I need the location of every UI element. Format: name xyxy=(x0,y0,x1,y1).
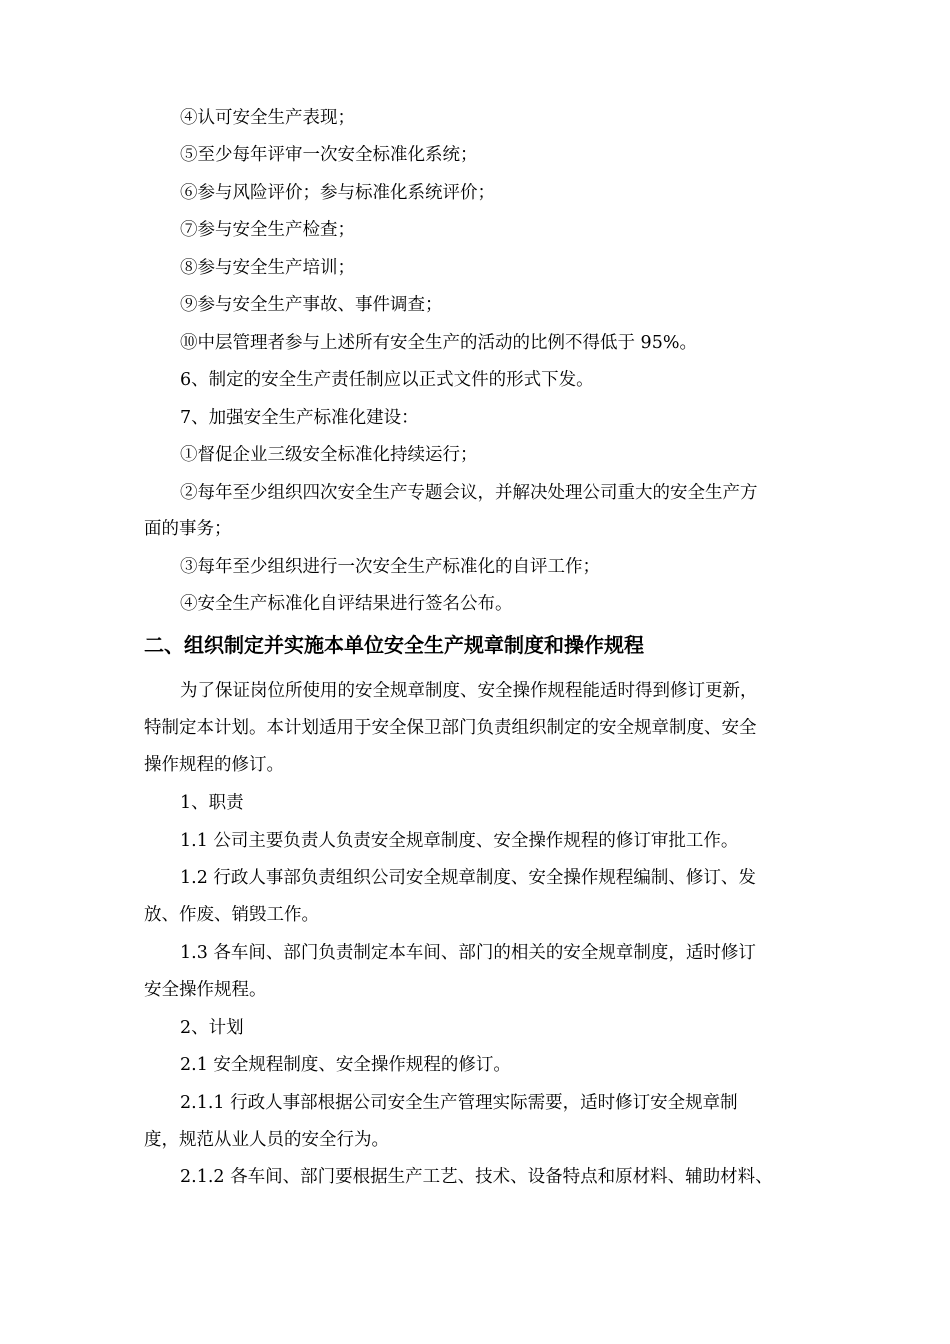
paragraph-line: 特制定本计划。本计划适用于安全保卫部门负责组织制定的安全规章制度、安全 xyxy=(144,718,757,738)
paragraph-line: 为了保证岗位所使用的安全规章制度、安全操作规程能适时得到修订更新， xyxy=(180,681,758,701)
paragraph-line: 1.2 行政人事部负责组织公司安全规章制度、安全操作规程编制、修订、发 xyxy=(180,868,756,888)
list-item: ⑤至少每年评审一次安全标准化系统； xyxy=(180,145,478,165)
list-item: ④安全生产标准化自评结果进行签名公布。 xyxy=(180,594,513,614)
section-heading: 二、组织制定并实施本单位安全生产规章制度和操作规程 xyxy=(144,633,644,657)
paragraph-line: 安全操作规程。 xyxy=(144,980,267,1000)
paragraph-line: 1.1 公司主要负责人负责安全规章制度、安全操作规程的修订审批工作。 xyxy=(180,831,739,851)
paragraph-line: 面的事务； xyxy=(144,519,232,539)
paragraph-line: 1、职责 xyxy=(180,793,244,813)
paragraph-line: 2.1.2 各车间、部门要根据生产工艺、技术、设备特点和原材料、辅助材料、 xyxy=(180,1167,773,1187)
list-item: ②每年至少组织四次安全生产专题会议，并解决处理公司重大的安全生产方 xyxy=(180,483,758,503)
paragraph-line: 6、制定的安全生产责任制应以正式文件的形式下发。 xyxy=(180,370,594,390)
paragraph-line: 2.1 安全规程制度、安全操作规程的修订。 xyxy=(180,1055,511,1075)
paragraph-line: 操作规程的修订。 xyxy=(144,755,284,775)
list-item: ⑩中层管理者参与上述所有安全生产的活动的比例不得低于 95%。 xyxy=(180,333,697,353)
list-item: ⑥参与风险评价；参与标准化系统评价； xyxy=(180,183,495,203)
list-item: ④认可安全生产表现； xyxy=(180,108,355,128)
paragraph-line: 度，规范从业人员的安全行为。 xyxy=(144,1130,389,1150)
paragraph-line: 2.1.1 行政人事部根据公司安全生产管理实际需要，适时修订安全规章制 xyxy=(180,1093,738,1113)
list-item: ③每年至少组织进行一次安全生产标准化的自评工作； xyxy=(180,557,600,577)
paragraph-line: 1.3 各车间、部门负责制定本车间、部门的相关的安全规章制度，适时修订 xyxy=(180,943,756,963)
list-item: ⑨参与安全生产事故、事件调查； xyxy=(180,295,443,315)
list-item: ①督促企业三级安全标准化持续运行； xyxy=(180,445,478,465)
paragraph-line: 放、作废、销毁工作。 xyxy=(144,905,319,925)
paragraph-line: 2、计划 xyxy=(180,1018,244,1038)
list-item: ⑦参与安全生产检查； xyxy=(180,220,355,240)
list-item: ⑧参与安全生产培训； xyxy=(180,258,355,278)
paragraph-line: 7、加强安全生产标准化建设： xyxy=(180,408,419,428)
